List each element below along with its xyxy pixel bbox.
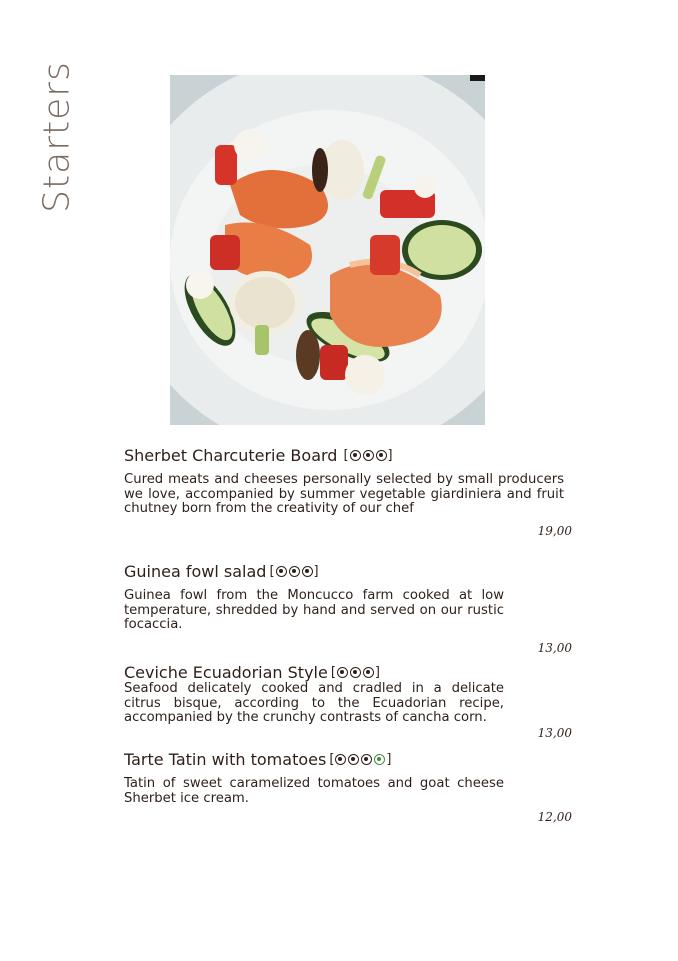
dish-price: 13,00 [537, 641, 572, 655]
flower-icon [289, 566, 300, 577]
dish-title [124, 750, 572, 769]
milk-icon [348, 754, 359, 765]
fish-icon [350, 667, 361, 678]
allergen-icons: [ ] [329, 752, 392, 767]
dish-name: Sherbet Charcuterie Board [124, 446, 338, 465]
menu-item [124, 663, 572, 740]
dish-description: Tatin of sweet caramelized tomatoes and goat cheese Sherbet ice cream. [124, 776, 504, 806]
dish-description: Seafood delicately cooked and cradled in a delicate citrus bisque, according to the Ecuadorian recipe, accompanied by the crunchy contrasts of cancha corn. [124, 681, 504, 725]
dish-description: Cured meats and cheeses personally selected by small producers we love, accompanied by summer vegetable giardiniera and fruit chutney born from the creativity of our chef [124, 472, 564, 516]
egg-icon [361, 754, 372, 765]
dish-price: 12,00 [537, 810, 572, 824]
dish-name: Ceviche Ecuadorian Style [124, 663, 328, 682]
allergen-icons: [ ] [330, 665, 380, 680]
dish-name: Guinea fowl salad [124, 562, 267, 581]
dish-title [124, 663, 572, 682]
bulb-icon [376, 450, 387, 461]
section-title: Starters [36, 61, 78, 213]
dish-description: Guinea fowl from the Moncucco farm cooked at low temperature, shredded by hand and served on our rustic focaccia. [124, 588, 504, 632]
milk-icon [350, 450, 361, 461]
menu-item [124, 562, 572, 655]
menu-item [124, 446, 572, 538]
leaf-icon [276, 566, 287, 577]
bulb-icon [363, 667, 374, 678]
dish-price: 19,00 [537, 524, 572, 538]
menu-item [124, 750, 572, 824]
dish-photo [170, 75, 485, 425]
dish-title [124, 562, 572, 581]
dish-name: Tarte Tatin with tomatoes [124, 750, 327, 769]
dish-price: 13,00 [537, 726, 572, 740]
leaf-icon [335, 754, 346, 765]
dish-title [124, 446, 572, 465]
nut-icon [302, 566, 313, 577]
allergen-icons: [ ] [343, 448, 393, 463]
grain-icon [337, 667, 348, 678]
egg-icon [363, 450, 374, 461]
seafood-plate-illustration [170, 75, 485, 425]
vegetarian-icon [374, 754, 385, 765]
allergen-icons: [ ] [269, 564, 319, 579]
